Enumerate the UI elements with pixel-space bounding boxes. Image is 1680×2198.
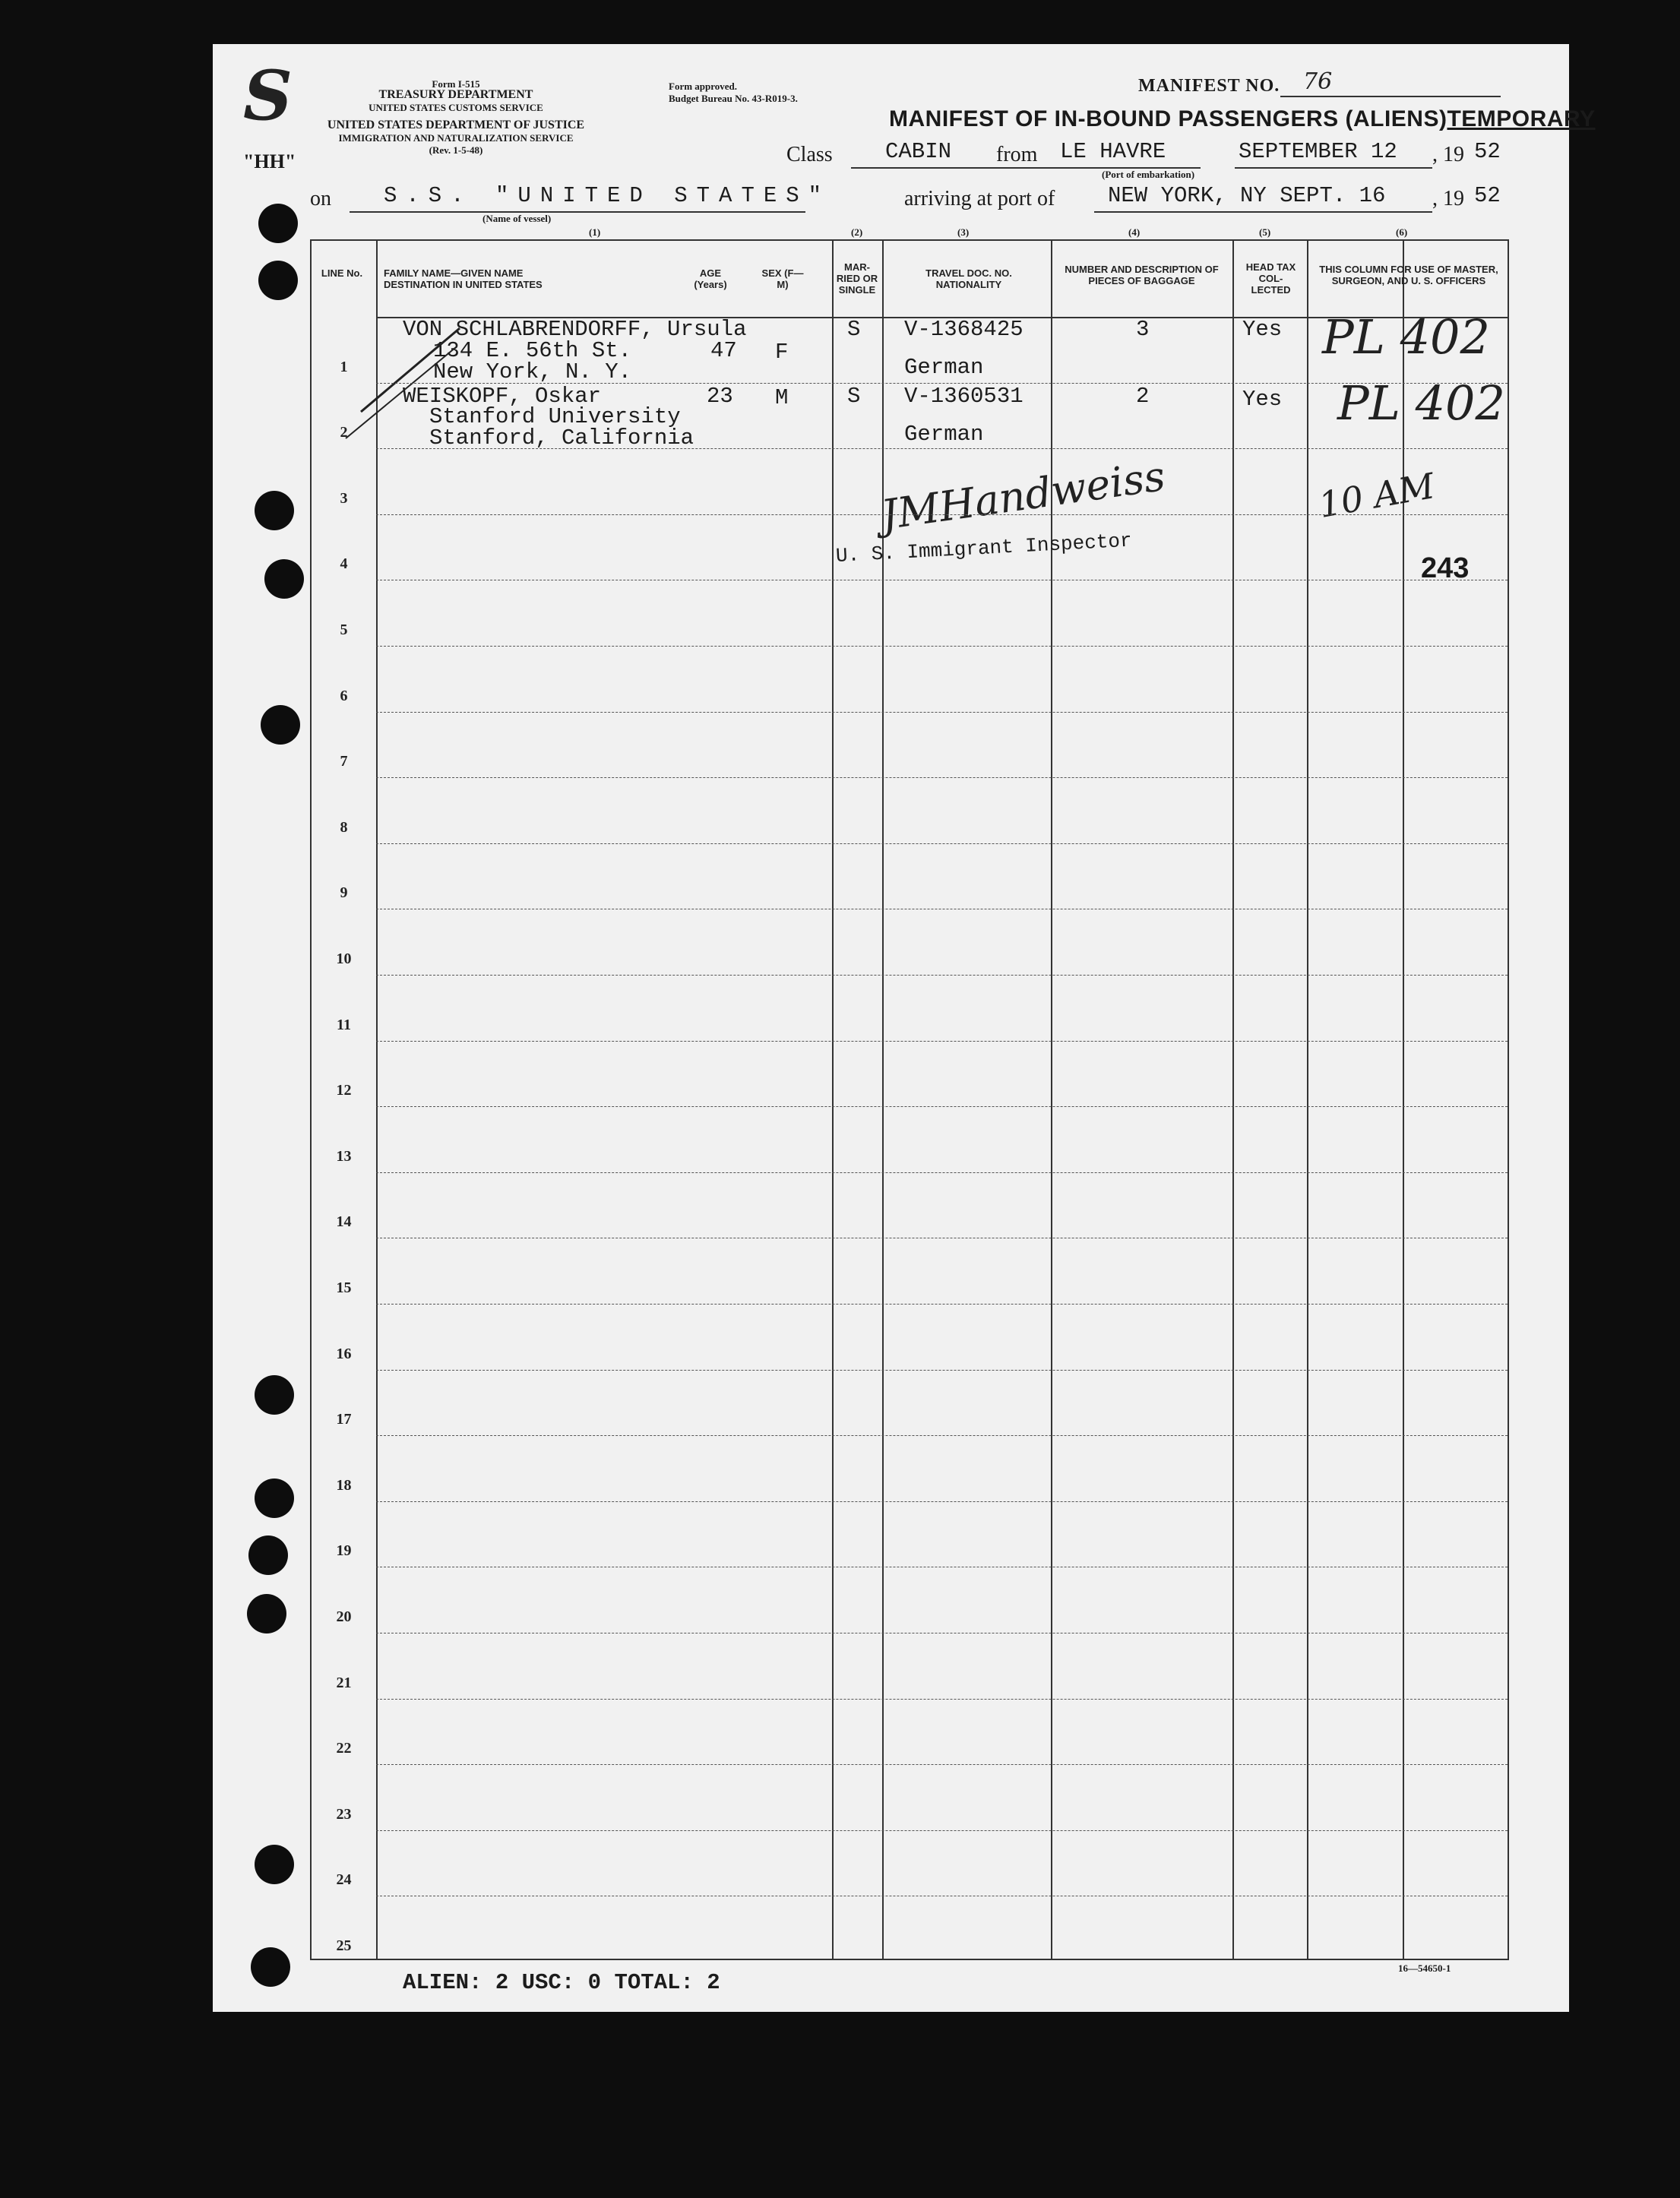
- underline: [1280, 96, 1501, 97]
- row-line: [376, 1699, 1508, 1700]
- stamp-number: 243: [1421, 552, 1470, 584]
- punch-hole: [255, 491, 294, 530]
- passenger-nationality: German: [904, 355, 984, 380]
- header-line-no: LINE No.: [321, 267, 363, 279]
- row-line: [376, 646, 1508, 647]
- col-number: (5): [1259, 226, 1271, 238]
- line-number: 3: [340, 489, 348, 507]
- line-number: 21: [336, 1674, 352, 1691]
- form-number: Form I-515: [432, 78, 480, 90]
- line-number: 22: [336, 1740, 352, 1757]
- underline: [1094, 211, 1432, 213]
- row-line: [376, 514, 1508, 515]
- line-number: 1: [340, 358, 348, 375]
- row-line: [376, 1304, 1508, 1305]
- arrival-year: 52: [1474, 183, 1501, 208]
- line-number: 10: [336, 950, 352, 967]
- row-line: [376, 1370, 1508, 1371]
- row-line: [376, 1172, 1508, 1173]
- punch-hole: [247, 1594, 286, 1633]
- punch-hole: [255, 1375, 294, 1415]
- form-approved: Form approved.: [669, 81, 738, 92]
- passenger-head-tax: Yes: [1242, 317, 1283, 342]
- line-number: 6: [340, 687, 348, 704]
- row-line: [376, 1830, 1508, 1831]
- passenger-sex: M: [775, 385, 789, 410]
- line-number: 7: [340, 753, 348, 770]
- hh-mark: "HH": [243, 150, 296, 172]
- line-number: 4: [340, 555, 348, 573]
- line-number: 20: [336, 1608, 352, 1625]
- line-number: 9: [340, 884, 348, 902]
- row-line: [376, 975, 1508, 976]
- line-number: 23: [336, 1805, 352, 1823]
- col-divider: [1307, 241, 1308, 1959]
- officer-note: PL 402: [1322, 309, 1490, 365]
- col-divider: [1232, 241, 1234, 1959]
- punch-hole: [255, 1479, 294, 1518]
- totals-line: ALIEN: 2 USC: 0 TOTAL: 2: [403, 1970, 720, 1995]
- col-number: (6): [1396, 226, 1408, 238]
- punch-hole: [251, 1947, 290, 1987]
- underline: [1235, 167, 1432, 169]
- manifest-no-value: 76: [1303, 68, 1333, 95]
- passenger-doc: V-1360531: [904, 384, 1024, 409]
- manifest-no-label: MANIFEST NO.: [1138, 76, 1280, 96]
- on-label: on: [310, 187, 331, 210]
- row-line: [376, 1106, 1508, 1107]
- vessel-name: S.S. "UNITED STATES": [384, 183, 831, 208]
- col-number: (1): [589, 226, 601, 238]
- line-number: 16: [336, 1345, 352, 1362]
- passenger-age: 47: [710, 338, 737, 363]
- passenger-sex: F: [775, 340, 789, 365]
- header-baggage: NUMBER AND DESCRIPTION OF PIECES OF BAGGAGE: [1065, 264, 1219, 286]
- col-number: (3): [957, 226, 970, 238]
- arrival-year-prefix: , 19: [1432, 187, 1464, 210]
- header-sex: SEX (F—M): [761, 267, 804, 290]
- punch-hole: [258, 204, 298, 243]
- title-suffix: TEMPORARY: [1447, 106, 1596, 131]
- form-revision: (Rev. 1-5-48): [429, 144, 483, 156]
- col-divider: [376, 241, 378, 1959]
- row-line: [376, 1041, 1508, 1042]
- manifest-page: [213, 44, 1596, 2012]
- inspector-stamp: U. S. Immigrant Inspector: [835, 529, 1133, 568]
- line-number: 13: [336, 1147, 352, 1165]
- col-number: (2): [851, 226, 863, 238]
- col-divider: [832, 241, 834, 1959]
- class-value: CABIN: [885, 139, 952, 164]
- line-number: 5: [340, 621, 348, 638]
- underline: [350, 211, 805, 213]
- row-line: [376, 1764, 1508, 1765]
- col-number: (4): [1128, 226, 1141, 238]
- passenger-doc: V-1368425: [904, 317, 1024, 342]
- line-number: 18: [336, 1476, 352, 1494]
- passenger-baggage: 3: [1136, 317, 1150, 342]
- inspector-signature: JMHandweiss: [878, 451, 1169, 539]
- passenger-address1: 134 E. 56th St.: [433, 338, 632, 363]
- line-number: 11: [337, 1016, 351, 1033]
- passenger-address2: Stanford, California: [429, 425, 694, 451]
- budget-bureau: Budget Bureau No. 43-R019-3.: [669, 93, 798, 104]
- passenger-head-tax: Yes: [1242, 387, 1283, 412]
- header-age: AGE (Years): [694, 267, 727, 290]
- line-number: 2: [340, 424, 348, 441]
- punch-hole: [264, 559, 304, 599]
- agency-customs: UNITED STATES CUSTOMS SERVICE: [369, 102, 543, 113]
- departure-year-prefix: , 19: [1432, 143, 1464, 166]
- manifest-table: [310, 239, 1509, 1960]
- row-line: [376, 843, 1508, 844]
- line-number: 14: [336, 1213, 352, 1231]
- passenger-baggage: 2: [1136, 384, 1150, 409]
- port-embarkation-note: (Port of embarkation): [1102, 169, 1195, 180]
- arriving-label: arriving at port of: [904, 187, 1055, 210]
- passenger-address2: New York, N. Y.: [433, 359, 632, 384]
- row-line: [376, 383, 1508, 384]
- passenger-status: S: [847, 384, 861, 409]
- line-number: 12: [336, 1082, 352, 1099]
- departure-date: SEPTEMBER 12: [1239, 139, 1397, 164]
- manifest-title: [889, 106, 1596, 132]
- line-number: 17: [336, 1411, 352, 1428]
- agency-ins: IMMIGRATION AND NATURALIZATION SERVICE: [338, 132, 574, 144]
- punch-hole: [258, 261, 298, 300]
- header-officers: THIS COLUMN FOR USE OF MASTER, SURGEON, AND U. S. OFFICERS: [1319, 264, 1498, 286]
- from-label: from: [992, 143, 1042, 167]
- officer-note: PL 402: [1337, 375, 1505, 431]
- passenger-nationality: German: [904, 422, 984, 447]
- agency-justice: UNITED STATES DEPARTMENT OF JUSTICE: [327, 119, 585, 131]
- punch-hole: [248, 1535, 288, 1575]
- line-number: 24: [336, 1871, 352, 1889]
- departure-year: 52: [1474, 139, 1501, 164]
- inspector-time: 10 AM: [1315, 465, 1438, 526]
- passenger-status: S: [847, 317, 861, 342]
- header-married: MAR-RIED OR SINGLE: [836, 261, 878, 296]
- passenger-age: 23: [707, 384, 733, 409]
- arrival-port: NEW YORK, NY SEPT. 16: [1108, 183, 1386, 208]
- header-travel-doc: TRAVEL DOC. NO. NATIONALITY: [925, 267, 1012, 290]
- header-destination: DESTINATION IN UNITED STATES: [384, 279, 543, 290]
- print-code: 16—54650-1: [1398, 1962, 1451, 1974]
- row-line: [376, 448, 1508, 449]
- punch-hole: [261, 705, 300, 745]
- class-label: Class: [786, 143, 833, 166]
- line-number: 19: [336, 1542, 352, 1560]
- row-line: [376, 1435, 1508, 1436]
- passenger-name: WEISKOPF, Oskar: [403, 384, 602, 409]
- s-mark: S: [243, 55, 293, 136]
- row-line: [376, 1501, 1508, 1502]
- agency-treasury: TREASURY DEPARTMENT: [378, 88, 533, 101]
- passenger-name: VON SCHLABRENDORFF, Ursula: [403, 317, 747, 342]
- from-value: LE HAVRE: [1060, 139, 1166, 164]
- line-number: 8: [340, 818, 348, 836]
- row-line: [376, 712, 1508, 713]
- vessel-note: (Name of vessel): [482, 213, 552, 224]
- line-number: 25: [336, 1937, 352, 1954]
- passenger-address1: Stanford University: [429, 404, 681, 429]
- punch-hole: [255, 1845, 294, 1884]
- title-main: MANIFEST OF IN-BOUND PASSENGERS (ALIENS): [889, 106, 1447, 131]
- row-line: [376, 777, 1508, 778]
- header-head-tax: HEAD TAX COL-LECTED: [1245, 261, 1296, 296]
- line-number: 15: [336, 1279, 352, 1296]
- header-family-name: FAMILY NAME—GIVEN NAME: [384, 267, 524, 279]
